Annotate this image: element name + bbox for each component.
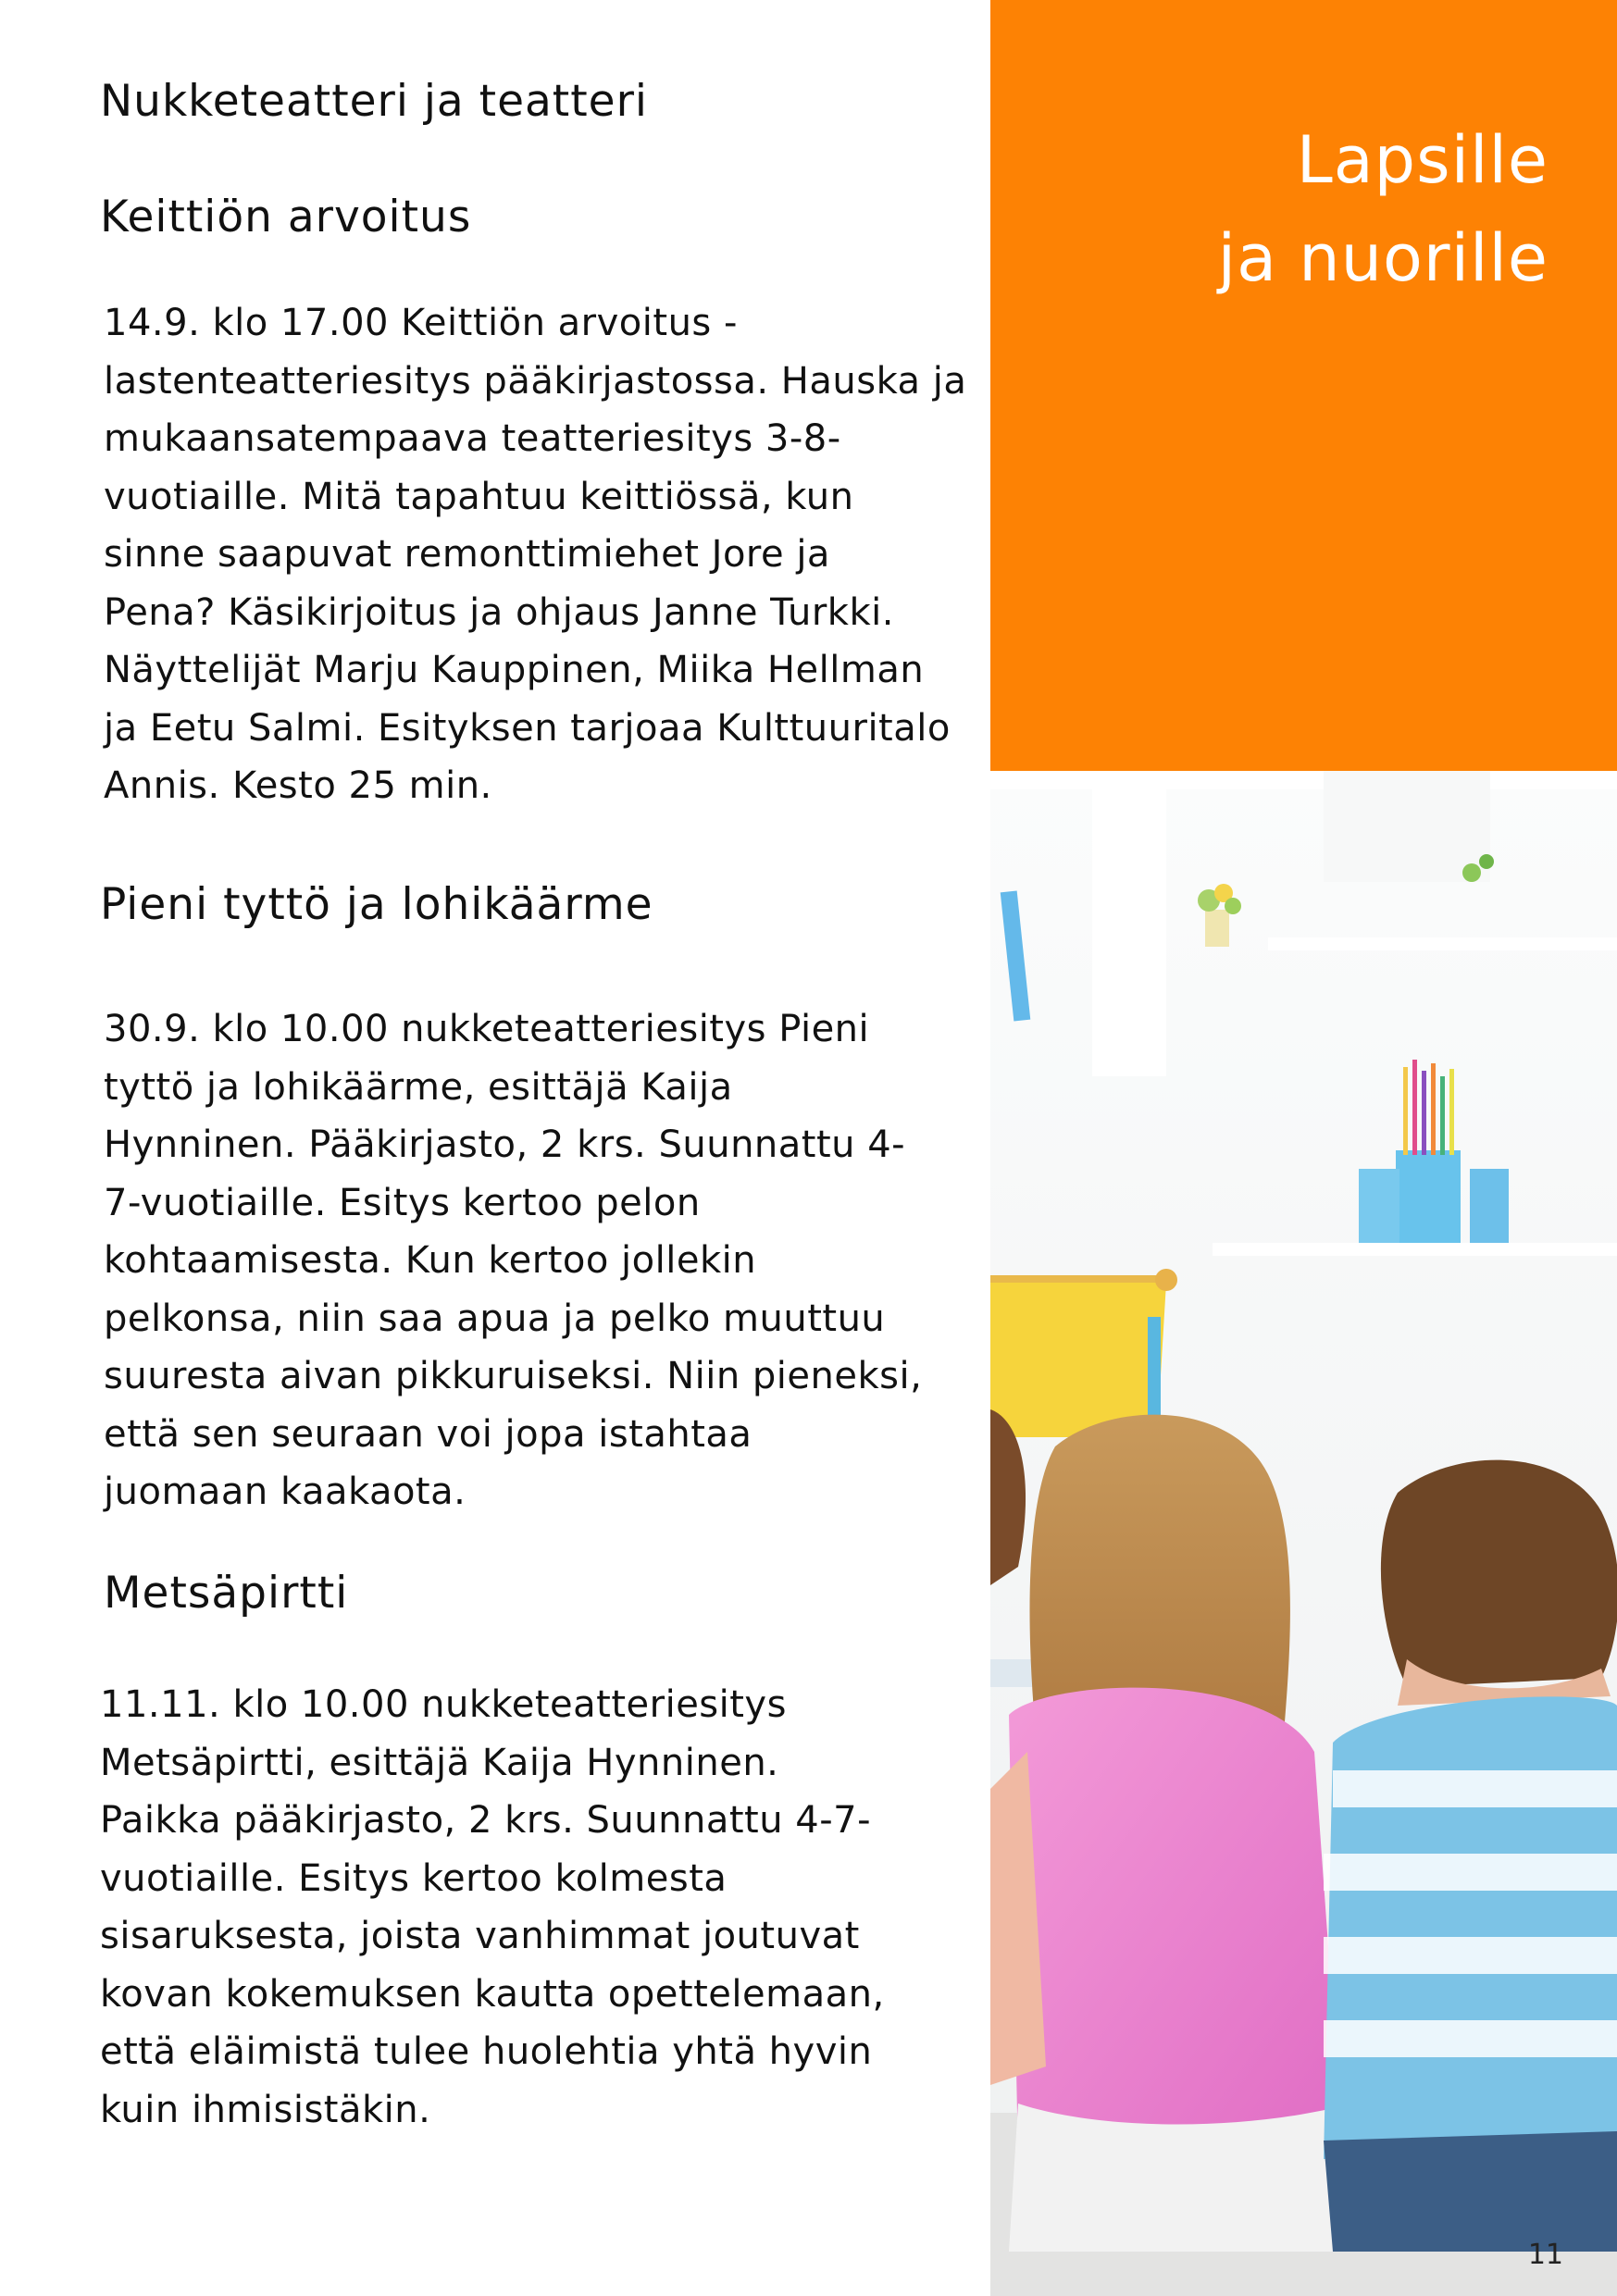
section-title: Lapsille ja nuorille — [1217, 122, 1549, 296]
children-photo-illustration — [990, 771, 1617, 2296]
event-body-pieni-tytto: 30.9. klo 10.00 nukketeatteriesitys Pieni tyttö ja lohikäärme, esittäjä Kaija Hynninen. Pääkirjasto, 2 krs. Suunnattu 4- 7-vuotiaille. Esitys kertoo pelon kohtaamisesta. Kun kertoo jollekin pelkonsa, niin saa apua ja pelko muuttuu suuresta aivan pikkuruiseksi. Niin pieneksi, että sen seuraan voi jopa istahtaa juomaan kaakaota. — [104, 1008, 923, 1513]
children-photo — [990, 771, 1617, 2296]
event-title-metsapirtti: Metsäpirtti — [104, 1568, 349, 1619]
event-body-metsapirtti: 11.11. klo 10.00 nukketeatteriesitys Metsäpirtti, esittäjä Kaija Hynninen. Paikka pääkirjasto, 2 krs. Suunnattu 4-7- vuotiaille. Esitys kertoo kolmesta sisaruksesta, joista vanhimmat joutuvat kovan kokemuksen kautta opettelemaan, että eläimistä tulee huolehtia yhtä hyvin kuin ihmisistäkin. — [100, 1683, 885, 2131]
event-title-keittion-arvoitus: Keittiön arvoitus — [100, 192, 472, 242]
event-title-pieni-tytto: Pieni tyttö ja lohikäärme — [100, 879, 653, 930]
category-heading: Nukketeatteri ja teatteri — [100, 76, 648, 127]
event-body-keittion-arvoitus: 14.9. klo 17.00 Keittiön arvoitus - lastenteatteriesitys pääkirjastossa. Hauska ja mukaansatempaava teatteriesitys 3-8- vuotiaille. Mitä tapahtuu keittiössä, kun sinne saapuvat remonttimiehet Jore ja Pena? Käsikirjoitus ja ohjaus Janne Turkki. Näyttelijät Marju Kauppinen, Miika Hellman ja Eetu Salmi. Esityksen tarjoaa Kulttuuritalo Annis. Kesto 25 min. — [104, 302, 967, 807]
section-banner — [990, 0, 1617, 771]
page-number: 11 — [1527, 2239, 1563, 2271]
